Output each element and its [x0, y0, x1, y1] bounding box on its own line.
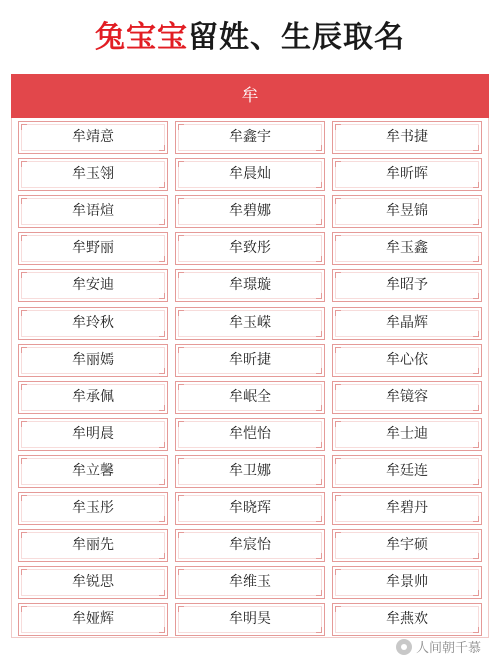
name-cell: 牟昭予	[332, 269, 482, 302]
name-cell: 牟靖意	[18, 121, 168, 154]
watermark	[396, 638, 481, 660]
name-cell: 牟语煊	[18, 195, 168, 228]
name-cell: 牟廷连	[332, 455, 482, 488]
name-cell: 牟野丽	[18, 232, 168, 265]
name-cell: 牟宇硕	[332, 529, 482, 562]
names-grid	[11, 118, 489, 638]
page-title	[0, 14, 500, 62]
name-cell: 牟致彤	[175, 232, 325, 265]
title-rest: 留姓、生辰取名	[188, 20, 405, 55]
title-highlight: 兔宝宝	[95, 20, 188, 55]
watermark-text: 人间朝千慕	[416, 641, 482, 656]
name-cell: 牟碧丹	[332, 492, 482, 525]
name-cell: 牟昱锦	[332, 195, 482, 228]
name-cell: 牟锐思	[18, 566, 168, 599]
name-cell: 牟承佩	[18, 381, 168, 414]
author-avatar-icon	[396, 639, 412, 655]
name-cell: 牟明晨	[18, 418, 168, 451]
name-cell: 牟玉彤	[18, 492, 168, 525]
name-cell: 牟昕捷	[175, 344, 325, 377]
name-cell: 牟立馨	[18, 455, 168, 488]
name-cell: 牟岷全	[175, 381, 325, 414]
name-cell: 牟恺怡	[175, 418, 325, 451]
name-cell: 牟娅辉	[18, 603, 168, 636]
name-cell: 牟鑫宇	[175, 121, 325, 154]
name-cell: 牟维玉	[175, 566, 325, 599]
name-cell: 牟士迪	[332, 418, 482, 451]
name-cell: 牟碧娜	[175, 195, 325, 228]
name-cell: 牟玉鑫	[332, 232, 482, 265]
surname-header: 牟	[11, 74, 489, 118]
name-cell: 牟玲秋	[18, 307, 168, 340]
name-cell: 牟燕欢	[332, 603, 482, 636]
name-cell: 牟玉嵘	[175, 307, 325, 340]
name-cell: 牟晶辉	[332, 307, 482, 340]
name-cell: 牟晓珲	[175, 492, 325, 525]
name-cell: 牟丽嫣	[18, 344, 168, 377]
name-cell: 牟心依	[332, 344, 482, 377]
name-cell: 牟丽先	[18, 529, 168, 562]
name-cell: 牟宸怡	[175, 529, 325, 562]
name-cell: 牟玉翎	[18, 158, 168, 191]
name-cell: 牟明昊	[175, 603, 325, 636]
name-cell: 牟书捷	[332, 121, 482, 154]
name-cell: 牟晨灿	[175, 158, 325, 191]
name-cell: 牟镜容	[332, 381, 482, 414]
name-cell: 牟卫娜	[175, 455, 325, 488]
name-cell: 牟昕晖	[332, 158, 482, 191]
name-cell: 牟景帅	[332, 566, 482, 599]
name-cell: 牟璟璇	[175, 269, 325, 302]
name-cell: 牟安迪	[18, 269, 168, 302]
